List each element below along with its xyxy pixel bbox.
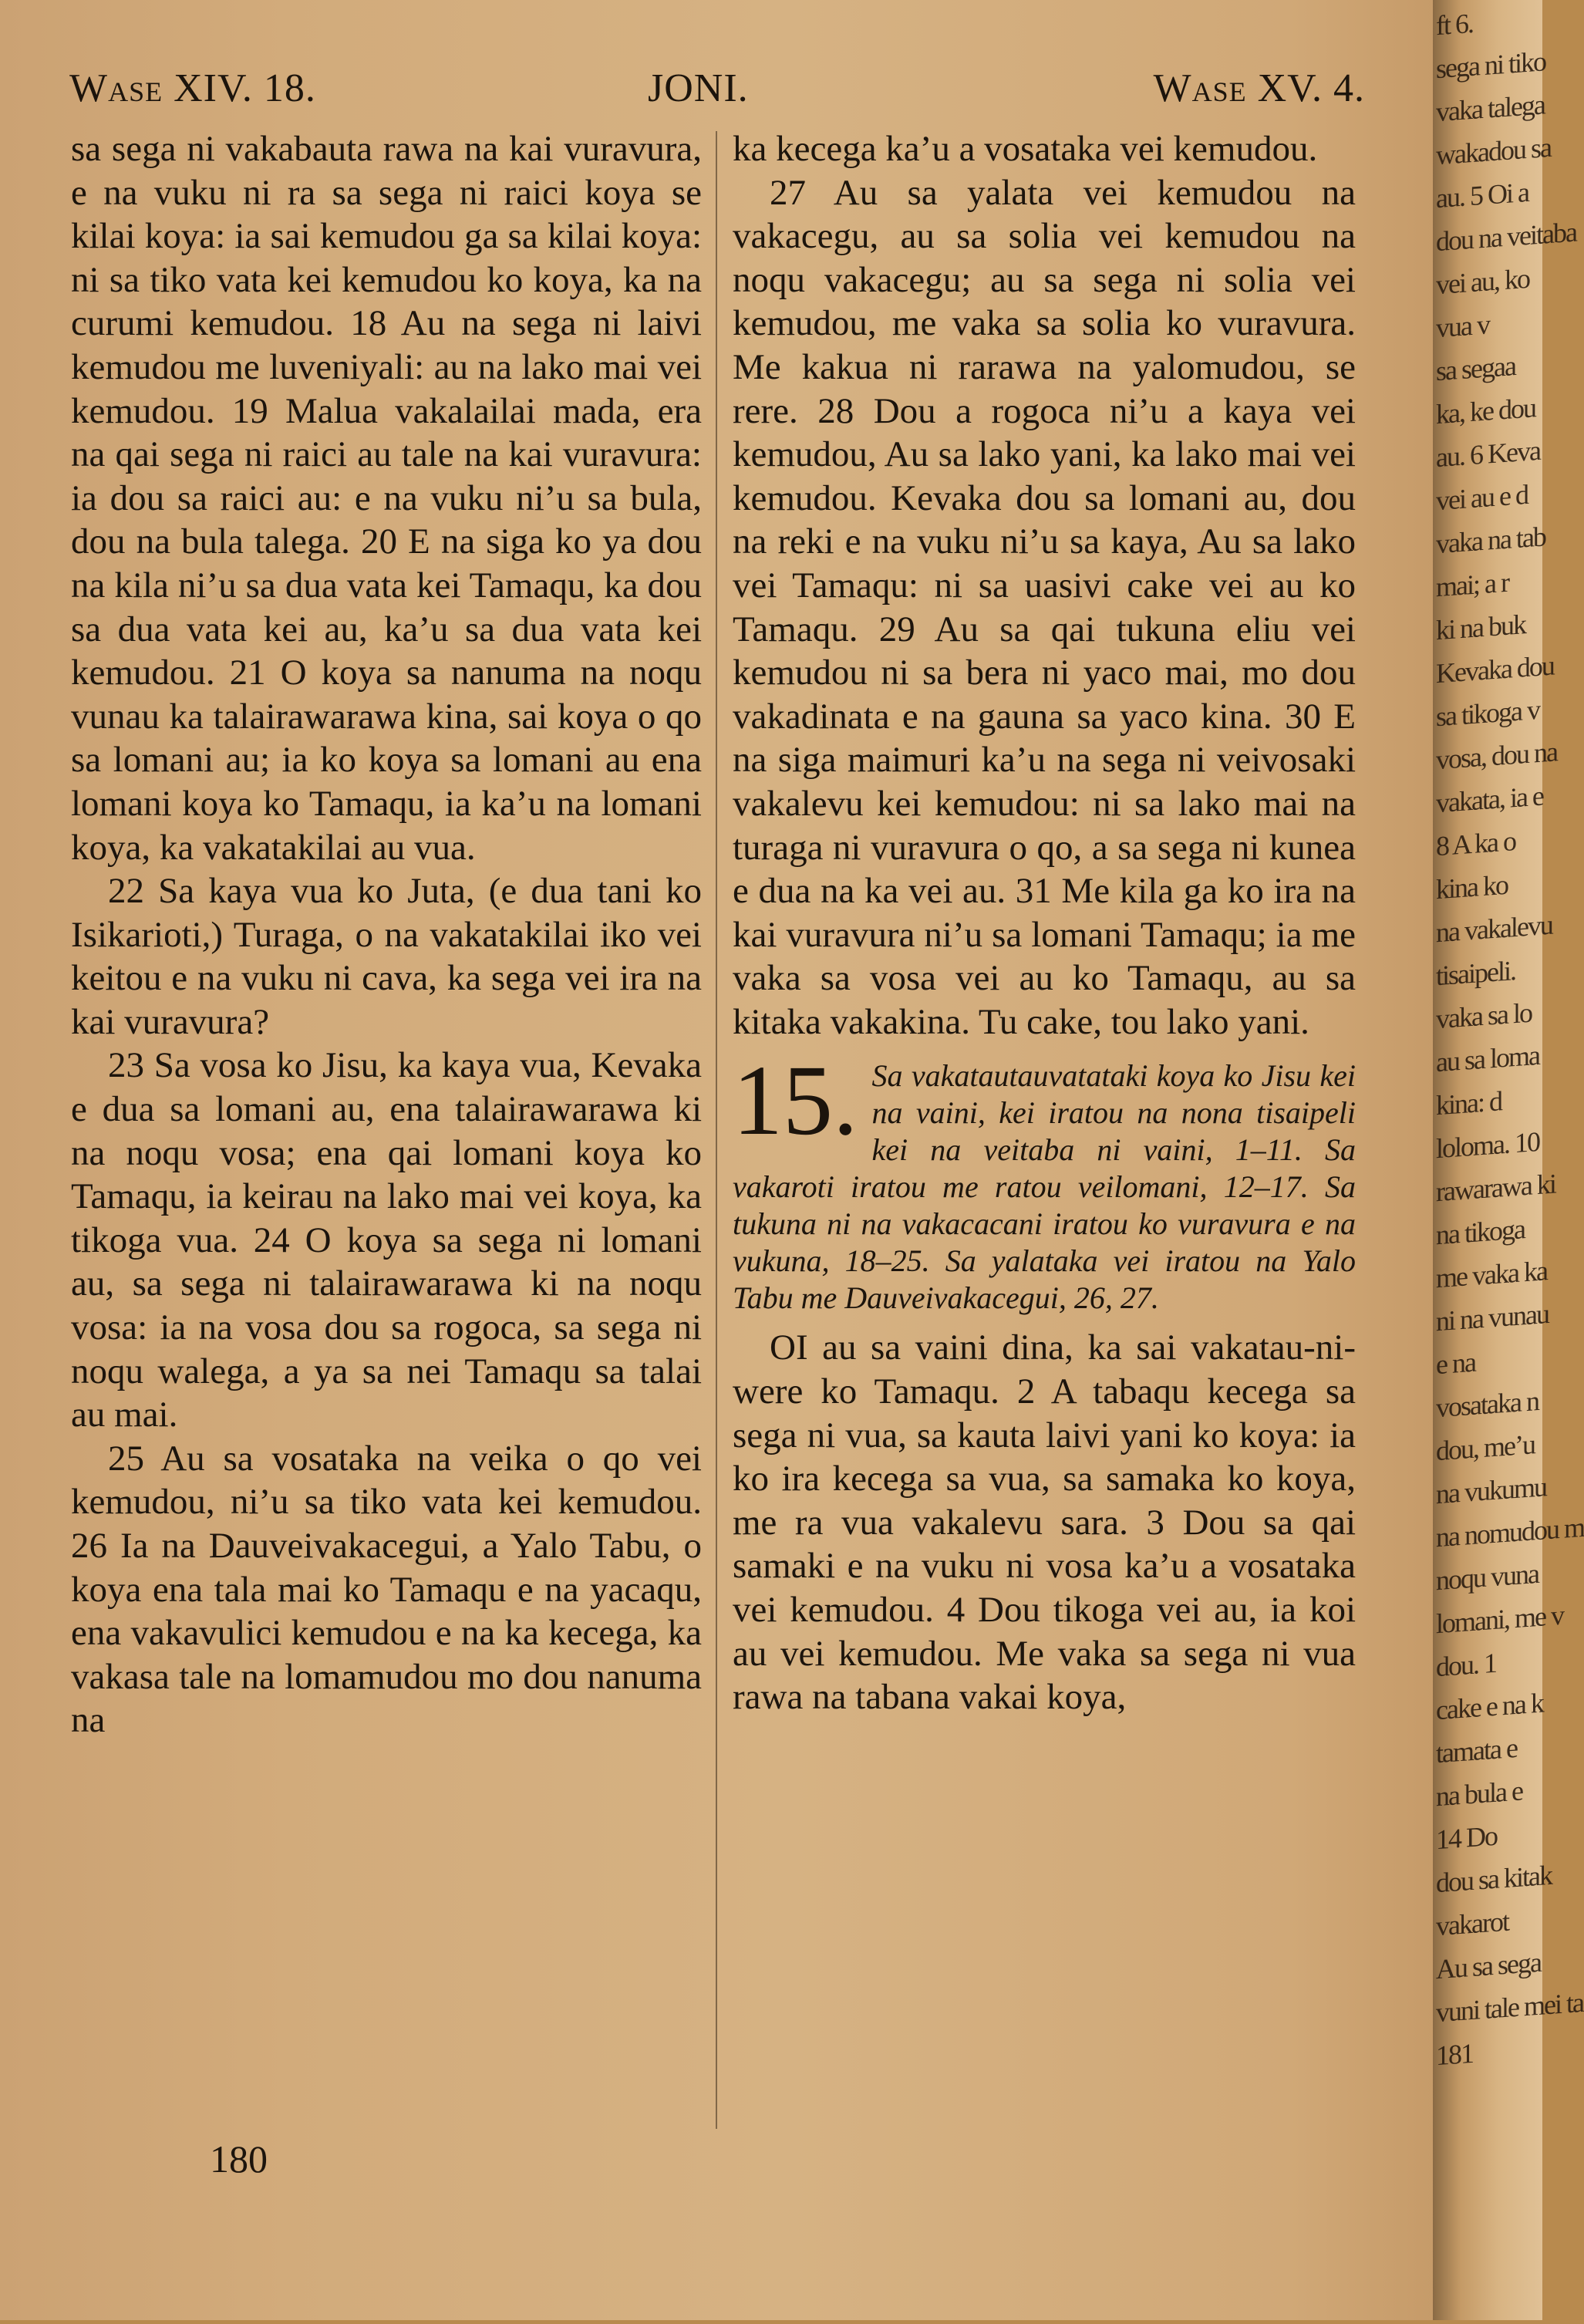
edge-line: ka, ke dou	[1436, 392, 1535, 430]
next-page-edge-text	[1436, 0, 1584, 2324]
edge-line: wakadou sa	[1436, 131, 1551, 171]
edge-line: na vakalevu	[1436, 909, 1552, 949]
edge-line: ft 6.	[1436, 7, 1473, 42]
edge-line: loloma. 10	[1436, 1125, 1539, 1165]
edge-line: rawarawa ki	[1436, 1168, 1555, 1208]
edge-line: Au sa sega	[1436, 1946, 1541, 1985]
paragraph: 25 Au sa vosataka na veika o qo vei kemudou, ni’u sa tiko vata kei kemudou. 26 Ia na Dauveivakacegui, a Yalo Tabu, o koya ena tala mai ko Tamaqu e na yacaqu, ena vakavulici kemudou e na ka kecega, ka vakasa tale na lomamudou mo dou nanuma na	[71, 1438, 702, 1741]
paragraph: sa sega ni vakabauta rawa na kai vuravura, e na vuku ni ra sa sega ni raici koya se kilai koya: ia sai kemudou ga sa kilai koya: ni sa tiko vata kei kemudou ko koya, ka na curumi kemudou. 18 Au na sega ni laivi kemudou me luveniyali: au na lako mai vei kemudou. 19 Malua vakalailai mada, era na qai sega ni raici au tale na kai vuravura: ia dou sa raici au: e na vuku ni’u sa bula, dou na bula talega. 20 E na siga ko ya dou na kila ni’u sa dua vata kei Tamaqu, ka dou sa dua vata kei au, ka’u sa dua vata kei kemudou. 21 O koya sa nanuma na noqu vunau ka talairawarawa kina, sai koya o qo sa lomani au; ia ko koya sa lomani au ena lomani koya ko Tamaqu, ia ka’u na lomani koya, ka vakatakilai au vua.	[71, 129, 702, 868]
chapter-summary-text: Sa vakatautauvatataki koya ko Jisu kei na vaini, kei iratou na nona tisaipeli kei na veitaba ni vaini, 1–11. Sa vakaroti iratou me ratou veilomani, 12–17. Sa tukuna ni na vakacacani iratou ko vuravura e na vukuna, 18–25. Sa yalataka vei iratou na Yalo Tabu me Dauveivakacegui, 26, 27.	[733, 1058, 1356, 1316]
edge-line: au sa loma	[1436, 1039, 1539, 1078]
edge-line: vosataka n	[1436, 1385, 1539, 1424]
running-header	[69, 66, 1365, 127]
edge-line: vakata, ia e	[1436, 780, 1543, 819]
edge-line: lomani, me v	[1436, 1599, 1563, 1640]
edge-line: 14 Do	[1436, 1820, 1497, 1856]
edge-line: sega ni tiko	[1436, 46, 1545, 85]
edge-line: dou, me’u	[1436, 1428, 1535, 1467]
edge-line: vosa, dou na	[1436, 736, 1557, 776]
edge-line: ki na buk	[1436, 609, 1525, 646]
next-page-edge	[1433, 0, 1584, 2320]
edge-line: na nomudou m	[1436, 1511, 1584, 1553]
edge-line: 181	[1436, 2037, 1473, 2072]
edge-line: sa segaa	[1436, 350, 1515, 387]
paragraph: ka kecega ka’u a vosataka vei kemudou.	[733, 129, 1318, 169]
right-column	[733, 127, 1356, 1719]
left-column	[71, 127, 702, 1742]
edge-line: noqu vuna	[1436, 1557, 1539, 1597]
chapter-opening-paragraph: OI au sa vaini dina, ka sai vakatau-ni-were ko Tamaqu. 2 A tabaqu kecega sa sega ni vua, sa kauta laivi yani ko koya: ia ko ira kecega sa vua, sa samaka ko koya, me ra vua vakalevu sara. 3 Dou sa qai samaki e na vuku ni vosa ka’u a vosataka vei kemudou. 4 Dou tikoga vei au, ia koi au vei kemudou. Me vaka sa sega ni vua rawa na tabana vakai koya,	[733, 1327, 1356, 1718]
edge-line: vei au, ko	[1436, 262, 1529, 301]
column-divider	[716, 131, 717, 2129]
edge-line: vaka talega	[1436, 89, 1545, 128]
edge-line: na tikoga	[1436, 1213, 1525, 1251]
page-number: 180	[210, 2137, 268, 2181]
edge-line: 8 A ka o	[1436, 825, 1516, 862]
edge-line: sa tikoga v	[1436, 693, 1539, 733]
paragraph: 22 Sa kaya vua ko Juta, (e dua tani ko Isikarioti,) Turaga, o na vakatakilai iko vei keitou e na vuku ni cava, ka sega vei ira na kai vuravura?	[71, 871, 702, 1042]
edge-line: Kevaka dou	[1436, 649, 1554, 690]
edge-line: au. 5 Oi a	[1436, 176, 1528, 214]
edge-line: vakarot	[1436, 1905, 1508, 1942]
edge-line: mai; a r	[1436, 566, 1508, 603]
header-right-reference: Wase XV. 4.	[1153, 66, 1365, 110]
edge-line: cake e na k	[1436, 1687, 1543, 1726]
edge-line: dou na veitaba	[1436, 216, 1576, 258]
edge-line: na vukumu	[1436, 1471, 1546, 1510]
edge-line: vaka na tab	[1436, 521, 1545, 560]
edge-line: tisaipeli.	[1436, 955, 1515, 992]
edge-line: vua v	[1436, 309, 1489, 344]
edge-line: vuni tale mei ta	[1436, 1986, 1583, 2029]
edge-line: na bula e	[1436, 1775, 1522, 1813]
chapter-number: 15.	[733, 1045, 858, 1157]
edge-line: tamata e	[1436, 1732, 1517, 1769]
header-book-title: JONI.	[648, 66, 749, 110]
edge-line: me vaka ka	[1436, 1255, 1547, 1294]
chapter-summary	[733, 1045, 1356, 1317]
edge-line: kina ko	[1436, 869, 1508, 906]
header-left-reference: Wase XIV. 18.	[69, 66, 316, 110]
edge-line: kina: d	[1436, 1085, 1501, 1122]
edge-line: vei au e d	[1436, 478, 1528, 517]
edge-line: dou sa kitak	[1436, 1859, 1552, 1899]
edge-line: ni na vunau	[1436, 1298, 1549, 1337]
paragraph: 23 Sa vosa ko Jisu, ka kaya vua, Kevaka e dua sa lomani au, ena talairawarawa ki na noqu vosa; ena qai lomani koya ko Tamaqu, ia keirau na lako mai vei koya, ka tikoga vua. 24 O koya sa sega ni lomani au, sa sega ni talairawarawa ki na noqu vosa: ia na vosa dou sa rogoca, sa sega ni noqu walega, a ya sa nei Tamaqu sa talai au mai.	[71, 1045, 702, 1435]
edge-line: au. 6 Keva	[1436, 434, 1540, 474]
edge-line: vaka sa lo	[1436, 997, 1532, 1035]
edge-line: e na	[1436, 1346, 1475, 1381]
edge-line: dou. 1	[1436, 1647, 1496, 1683]
paragraph: 27 Au sa yalata vei kemudou na vakacegu, au sa solia vei kemudou na noqu vakacegu; au sa sega ni solia vei kemudou, me vaka sa solia ko vuravura. Me kakua ni rarawa na yalomudou, se rere. 28 Dou a rogoca ni’u a kaya vei kemudou, Au sa lako yani, ka lako mai vei kemudou. Kevaka dou sa lomani au, dou na reki e na vuku ni’u sa kaya, Au sa lako vei Tamaqu: ni sa uasivi cake vei au ko Tamaqu. 29 Au sa qai tukuna eliu vei kemudou ni sa bera ni yaco mai, mo dou vakadinata e na gauna sa yaco kina. 30 E na siga maimuri ka’u na sega ni veivosaki vakalevu kei kemudou: ni sa lako mai na turaga ni vuravura o qo, a sa sega ni kunea e dua na ka vei au. 31 Me kila ga ko ira na kai vuravura ni’u sa lomani Tamaqu; ia me vaka sa vosa vei au ko Tamaqu, au sa kitaka vakakina. Tu cake, tou lako yani.	[733, 172, 1356, 1042]
